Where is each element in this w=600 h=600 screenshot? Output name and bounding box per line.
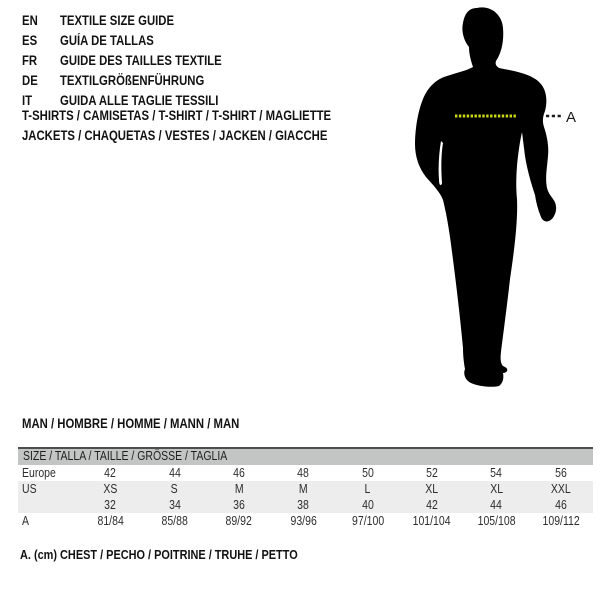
language-row xyxy=(22,10,253,30)
size-cell xyxy=(400,466,464,480)
man-silhouette-figure xyxy=(395,0,600,400)
section-title-man-label: MAN / HOMBRE / HOMME / MANN / MAN xyxy=(22,416,240,431)
size-cell-text: 34 xyxy=(168,497,181,512)
language-code-text: IT xyxy=(22,92,33,108)
size-cell-text: 40 xyxy=(361,497,374,512)
size-cell xyxy=(529,498,593,512)
size-cell-text: 48 xyxy=(297,465,310,480)
size-cell-text: S xyxy=(171,481,179,496)
size-cell-text: XL xyxy=(425,481,439,496)
size-cell-text: 105/108 xyxy=(477,514,516,529)
size-cell xyxy=(529,482,593,496)
size-cell xyxy=(400,514,464,528)
size-cell xyxy=(142,466,206,480)
size-cell-text: XS xyxy=(103,481,118,496)
language-guide-title-text: GUIDA ALLE TAGLIE TESSILI xyxy=(60,92,219,108)
size-cell xyxy=(78,498,142,512)
size-cell-text: 56 xyxy=(554,465,567,480)
size-cell xyxy=(207,514,271,528)
size-row-label xyxy=(18,482,78,496)
size-table-header-label: SIZE / TALLA / TAILLE / GRÖSSE / TAGLIA xyxy=(23,449,228,463)
size-cell-text: 42 xyxy=(426,497,438,512)
language-guide-title xyxy=(60,13,196,28)
language-guide-title-text: TEXTILGRÖßENFÜHRUNG xyxy=(60,72,205,88)
size-cell xyxy=(400,498,464,512)
size-cell xyxy=(336,514,400,528)
size-cell-text: 46 xyxy=(554,497,567,512)
language-list xyxy=(22,10,253,110)
size-cell xyxy=(529,466,593,480)
size-cell-text: 101/104 xyxy=(413,514,452,529)
size-cell xyxy=(271,466,335,480)
size-cell-text: L xyxy=(364,481,371,496)
size-table-row xyxy=(18,481,593,497)
size-cell xyxy=(207,482,271,496)
size-cell xyxy=(336,482,400,496)
language-guide-title-text: TEXTILE SIZE GUIDE xyxy=(60,12,175,28)
language-code xyxy=(22,53,60,68)
category-lines xyxy=(22,106,390,146)
size-cell-text: 97/100 xyxy=(351,514,384,529)
size-row-label-text: US xyxy=(22,481,37,496)
size-cell-text: M xyxy=(298,481,308,496)
size-cell xyxy=(336,466,400,480)
size-cell xyxy=(271,498,335,512)
size-cell-text: 85/88 xyxy=(161,514,188,529)
size-cell xyxy=(78,514,142,528)
size-cell-text: 54 xyxy=(490,465,503,480)
language-row xyxy=(22,70,253,90)
size-table-body xyxy=(18,465,593,530)
size-cell xyxy=(464,466,528,480)
size-cell xyxy=(142,514,206,528)
language-code xyxy=(22,73,60,88)
man-silhouette xyxy=(415,7,556,386)
size-cell-text: 44 xyxy=(168,465,181,480)
language-code xyxy=(22,13,60,28)
size-cell-text: 42 xyxy=(104,465,117,480)
size-cell xyxy=(271,482,335,496)
measurement-footnote-label: A. (cm) CHEST / PECHO / POITRINE / TRUHE / PETTO xyxy=(20,547,298,562)
language-guide-title-text: GUIDE DES TAILLES TEXTILE xyxy=(60,52,222,68)
size-table-header xyxy=(18,449,593,465)
size-cell xyxy=(207,466,271,480)
size-cell-text: 32 xyxy=(104,497,117,512)
size-cell xyxy=(529,514,593,528)
size-row-label xyxy=(18,498,78,512)
size-row-label-text: A xyxy=(22,514,30,529)
language-row xyxy=(22,30,253,50)
size-cell-text: XXL xyxy=(550,481,571,496)
language-code-text: DE xyxy=(22,72,38,88)
size-cell-text: 81/84 xyxy=(97,514,124,529)
size-cell xyxy=(464,498,528,512)
size-cell xyxy=(336,498,400,512)
language-guide-title xyxy=(60,33,172,48)
size-cell-text: 36 xyxy=(233,497,245,512)
size-row-label-text: Europe xyxy=(22,465,56,480)
measurement-footnote xyxy=(20,547,351,562)
size-cell-text: 52 xyxy=(426,465,438,480)
size-cell-text: M xyxy=(234,481,244,496)
size-table-row xyxy=(18,513,593,529)
size-cell xyxy=(464,514,528,528)
size-cell xyxy=(271,514,335,528)
size-row-label xyxy=(18,466,78,480)
category-tshirts xyxy=(22,106,390,126)
size-cell xyxy=(400,482,464,496)
language-guide-title xyxy=(60,73,232,88)
language-code-text: FR xyxy=(22,52,38,68)
size-cell xyxy=(78,466,142,480)
section-title-man xyxy=(22,416,281,431)
size-cell xyxy=(142,482,206,496)
size-cell xyxy=(464,482,528,496)
language-code-text: ES xyxy=(22,32,38,48)
size-cell-text: 38 xyxy=(297,497,310,512)
size-row-label xyxy=(18,514,78,528)
language-guide-title-text: GUÍA DE TALLAS xyxy=(60,32,154,48)
size-cell-text: 109/112 xyxy=(542,514,580,529)
size-table-row xyxy=(18,465,593,481)
size-cell-text: 46 xyxy=(233,465,245,480)
size-table xyxy=(18,447,593,529)
language-code xyxy=(22,33,60,48)
size-cell xyxy=(142,498,206,512)
size-table-row xyxy=(18,497,593,513)
size-cell-text: 44 xyxy=(490,497,503,512)
size-cell-text: 50 xyxy=(361,465,374,480)
size-cell-text: 93/96 xyxy=(290,514,317,529)
language-guide-title xyxy=(60,53,253,68)
category-jackets xyxy=(22,126,390,146)
language-code-text: EN xyxy=(22,12,38,28)
size-cell xyxy=(207,498,271,512)
category-tshirts-label: T-SHIRTS / CAMISETAS / T-SHIRT / T-SHIRT / MAGLIETTE xyxy=(22,108,332,123)
size-cell-text: XL xyxy=(490,481,503,496)
size-cell xyxy=(78,482,142,496)
language-row xyxy=(22,50,253,70)
size-cell-text: 89/92 xyxy=(225,514,253,529)
category-jackets-label: JACKETS / CHAQUETAS / VESTES / JACKEN / GIACCHE xyxy=(22,128,328,143)
measure-label-a: A xyxy=(566,109,577,126)
